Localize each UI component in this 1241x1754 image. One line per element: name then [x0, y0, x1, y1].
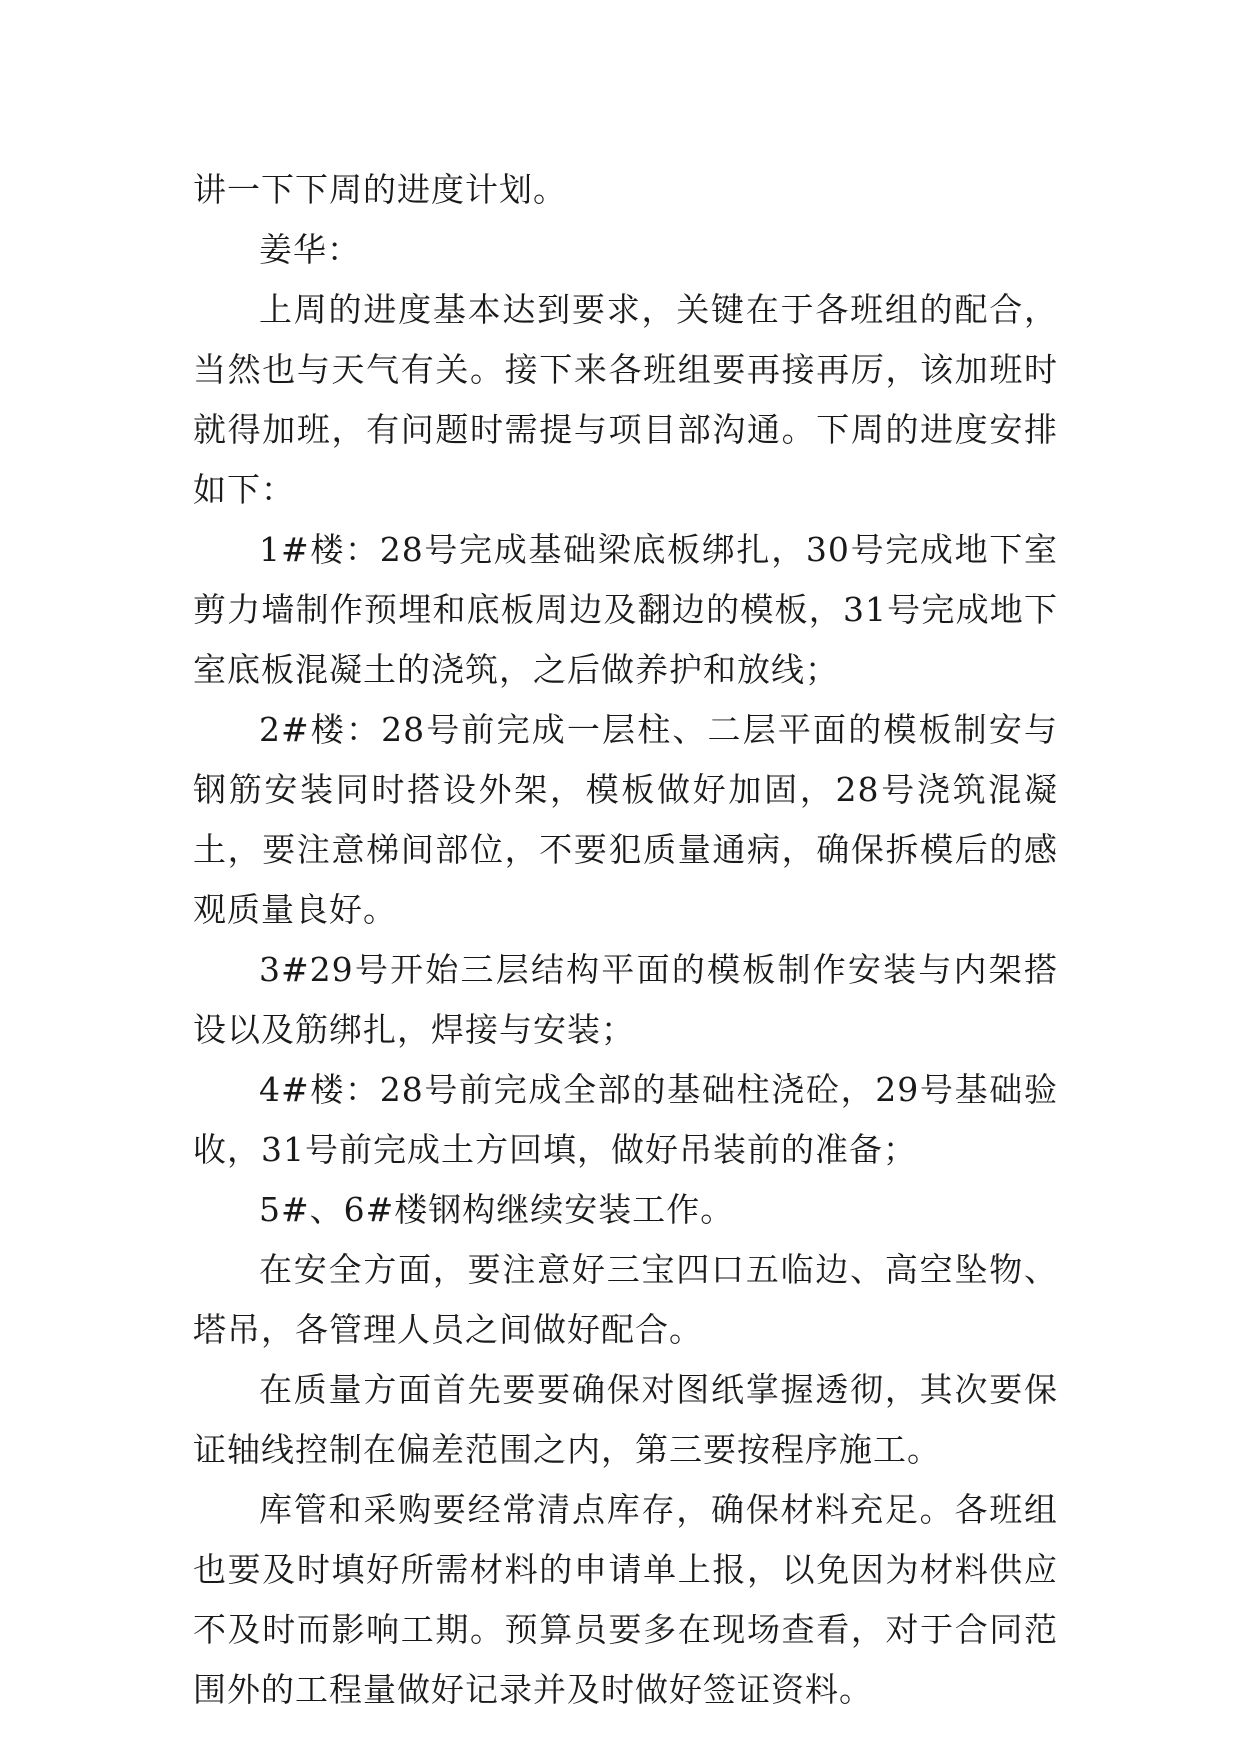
paragraph-summary: 上周的进度基本达到要求，关键在于各班组的配合，当然也与天气有关。接下来各班组要再接再厉，该加班时就得加班，有问题时需提与项目部沟通。下周的进度安排如下：: [193, 290, 1058, 509]
paragraph-speaker: 姜华：: [259, 230, 361, 269]
document-body: [193, 160, 1058, 1720]
paragraph-safety: 在安全方面，要注意好三宝四口五临边、高空坠物、塔吊，各管理人员之间做好配合。: [193, 1250, 1058, 1349]
paragraph-building-5-6: 5#、6#楼钢构继续安装工作。: [259, 1190, 735, 1229]
paragraph-building-2: 2#楼：28号前完成一层柱、二层平面的模板制安与钢筋安装同时搭设外架，模板做好加固，28号浇筑混凝土，要注意梯间部位，不要犯质量通病，确保拆模后的感观质量良好。: [193, 710, 1058, 929]
paragraph-building-4: 4#楼：28号前完成全部的基础柱浇砼，29号基础验收，31号前完成土方回填，做好吊装前的准备；: [193, 1070, 1058, 1169]
paragraph-building-3: 3#29号开始三层结构平面的模板制作安装与内架搭设以及筋绑扎，焊接与安装；: [193, 950, 1058, 1049]
paragraph-quality: 在质量方面首先要要确保对图纸掌握透彻，其次要保证轴线控制在偏差范围之内，第三要按程序施工。: [193, 1370, 1058, 1469]
paragraph-building-1: 1#楼：28号完成基础梁底板绑扎，30号完成地下室剪力墙制作预埋和底板周边及翻边的模板，31号完成地下室底板混凝土的浇筑，之后做养护和放线；: [193, 530, 1058, 689]
paragraph-intro: 讲一下下周的进度计划。: [193, 170, 567, 209]
paragraph-materials: 库管和采购要经常清点库存，确保材料充足。各班组也要及时填好所需材料的申请单上报，以免因为材料供应不及时而影响工期。预算员要多在现场查看，对于合同范围外的工程量做好记录并及时做好签证资料。: [193, 1490, 1058, 1709]
